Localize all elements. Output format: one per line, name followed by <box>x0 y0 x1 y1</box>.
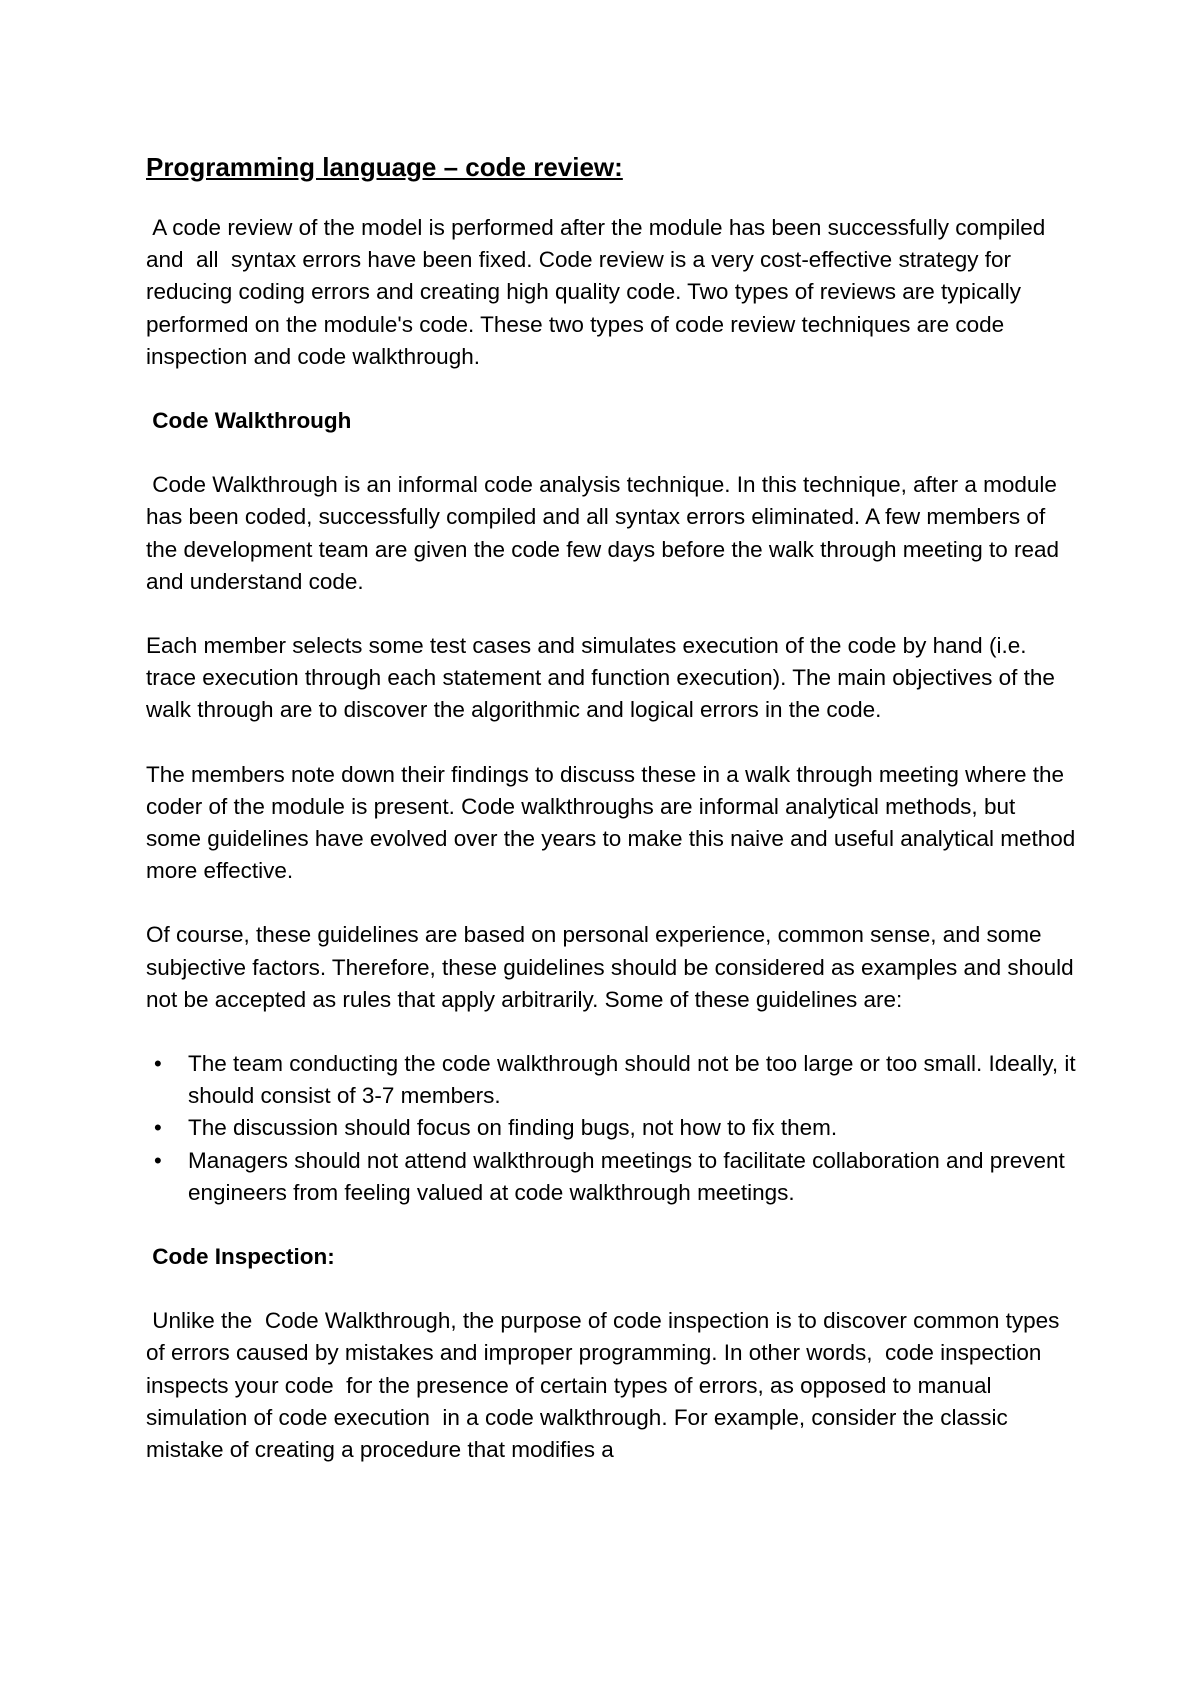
intro-paragraph: A code review of the model is performed after the module has been successfully compiled and all syntax errors have been fixed. Code review is a very cost-effective strategy for reducing coding errors and creating high quality code. Two types of reviews are typically performed on the module's code. These two types of code review techniques are code inspection and code walkthrough. <box>146 215 1052 369</box>
guideline-text: Managers should not attend walkthrough meetings to facilitate collaboration and prevent engineers from feeling valued at code walkthrough meetings. <box>188 1147 1065 1205</box>
bullet-icon: • <box>154 1051 162 1077</box>
document-body <box>146 150 1076 1466</box>
list-item <box>146 1145 1076 1209</box>
guideline-text: The discussion should focus on finding bugs, not how to fix them. <box>188 1115 838 1141</box>
inspection-paragraph-1: Unlike the Code Walkthrough, the purpose of code inspection is to discover common types of errors caused by mistakes and improper programming. In other words, code inspection inspects your code for the presence of certain types of errors, as opposed to manual simulation of code execution in a code walkthrough. For example, consider the classic mistake of creating a procedure that modifies a <box>146 1308 1066 1463</box>
bullet-icon: • <box>154 1115 162 1141</box>
inspection-heading: Code Inspection: <box>146 1244 335 1270</box>
list-item <box>146 1048 1076 1112</box>
walkthrough-paragraph-3: The members note down their findings to discuss these in a walk through meeting where the coder of the module is present. Code walkthroughs are informal analytical methods, but some guidelines have evolved over the years to make this naive and useful analytical method more effective. <box>146 761 1076 884</box>
walkthrough-paragraph-2: Each member selects some test cases and simulates execution of the code by hand (i.e. trace execution through each statement and function execution). The main objectives of the walk through are to discover the algorithmic and logical errors in the code. <box>146 633 1055 723</box>
guideline-text: The team conducting the code walkthrough should not be too large or too small. Ideally, it should consist of 3-7 members. <box>188 1051 1076 1109</box>
guidelines-list <box>146 1048 1076 1209</box>
list-item <box>146 1112 1076 1144</box>
document-title: Programming language – code review: <box>146 152 623 182</box>
walkthrough-paragraph-1: Code Walkthrough is an informal code analysis technique. In this technique, after a module has been coded, successfully compiled and all syntax errors eliminated. A few members of the development team are given the code few days before the walk through meeting to read and understand code. <box>146 472 1066 594</box>
walkthrough-paragraph-4: Of course, these guidelines are based on personal experience, common sense, and some subjective factors. Therefore, these guidelines should be considered as examples and should not be accepted as rules that apply arbitrarily. Some of these guidelines are: <box>146 922 1074 1012</box>
bullet-icon: • <box>154 1147 162 1173</box>
walkthrough-heading: Code Walkthrough <box>146 408 352 434</box>
